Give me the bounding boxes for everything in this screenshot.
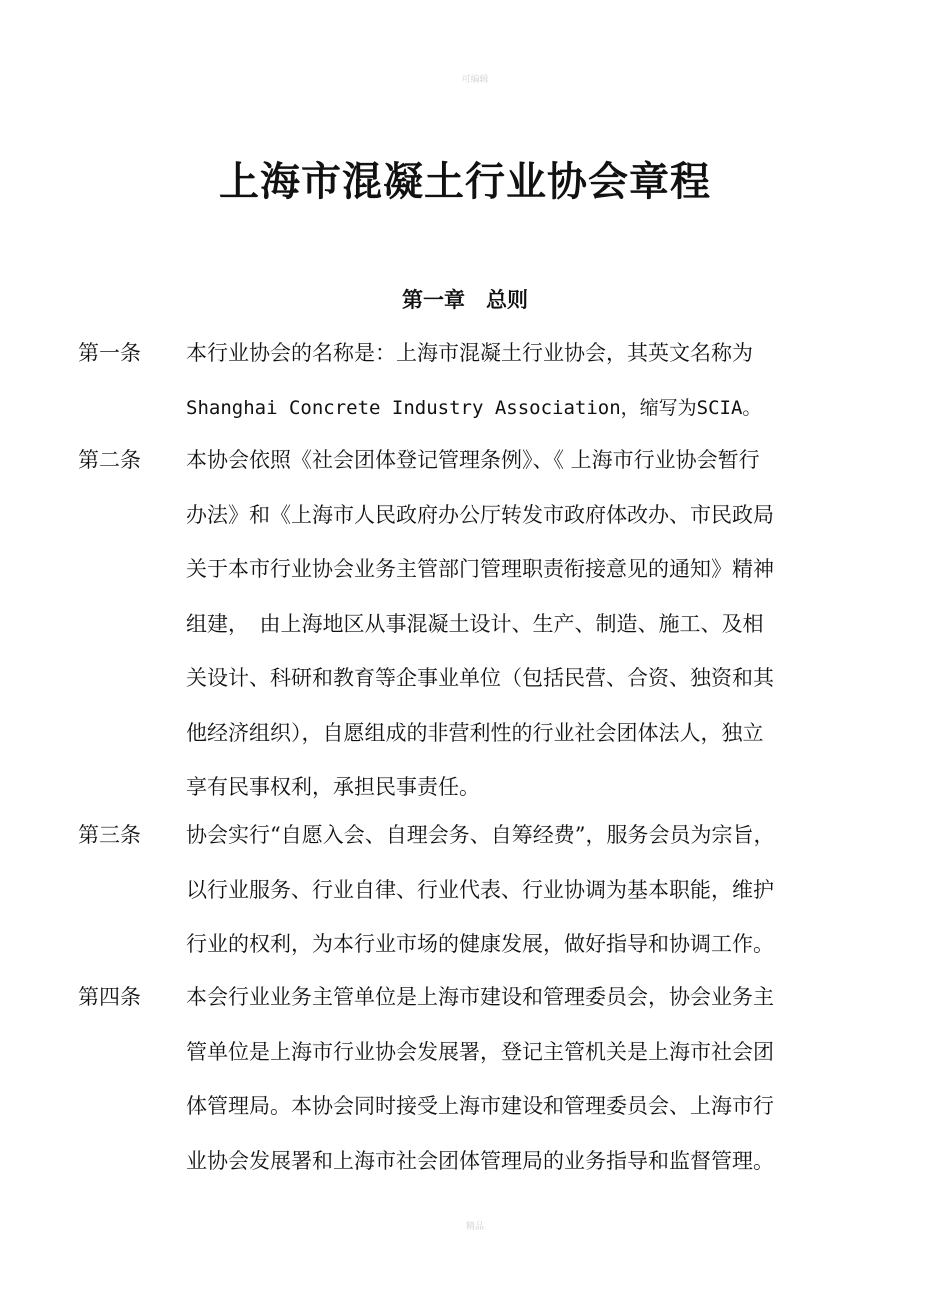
article-label: 第二条 (78, 448, 141, 472)
article-label: 第三条 (78, 823, 141, 847)
article-label: 第四条 (78, 985, 141, 1009)
article-line: 以行业服务、行业自律、行业代表、行业协调为基本职能，维护 (186, 877, 774, 902)
article-body (186, 808, 852, 972)
article-body (186, 326, 852, 435)
header-watermark: 可编辑 (461, 75, 489, 85)
article-line: 办法》和《上海市人民政府办公厅转发市政府体改办、市民政局 (186, 502, 774, 527)
article-line: 本行业协会的名称是：上海市混凝土行业协会，其英文名称为 (186, 341, 753, 365)
article-line: 管单位是上海市行业协会发展署，登记主管机关是上海市社会团 (186, 1039, 774, 1064)
chapter-title: 第一章 总则 (402, 287, 528, 312)
article-body (186, 433, 852, 815)
article-label: 第一条 (78, 341, 141, 365)
article-line: Shanghai Concrete Industry Association，缩写为SCIA。 (186, 396, 762, 419)
article-line: 享有民事权利，承担民事责任。 (186, 775, 480, 799)
article-line: 关设计、科研和教育等企事业单位（包括民营、合资、独资和其 (186, 666, 774, 690)
article-line: 关于本市行业协会业务主管部门管理职责衔接意见的通知》精神 (186, 557, 774, 581)
article-line: 本协会依照《社会团体登记管理条例》、《 上海市行业协会暂行 (186, 448, 760, 472)
article-line: 行业的权利，为本行业市场的健康发展，做好指导和协调工作。 (186, 932, 774, 956)
article-line: 组建， 由上海地区从事混凝土设计、生产、制造、施工、及相 (186, 611, 764, 636)
document-title: 上海市混凝土行业协会章程 (219, 159, 711, 205)
article-body (186, 970, 852, 1188)
article-line: 体管理局。本协会同时接受上海市建设和管理委员会、上海市行 (186, 1094, 774, 1118)
article-line: 他经济组织），自愿组成的非营利性的行业社会团体法人，独立 (186, 720, 764, 745)
footer-watermark: 精品 (465, 1222, 484, 1232)
article-line: 协会实行“自愿入会、自理会务、自筹经费”，服务会员为宗旨， (186, 823, 775, 847)
article-line: 本会行业业务主管单位是上海市建设和管理委员会，协会业务主 (186, 985, 774, 1009)
article-line: 业协会发展署和上海市社会团体管理局的业务指导和监督管理。 (186, 1148, 774, 1173)
